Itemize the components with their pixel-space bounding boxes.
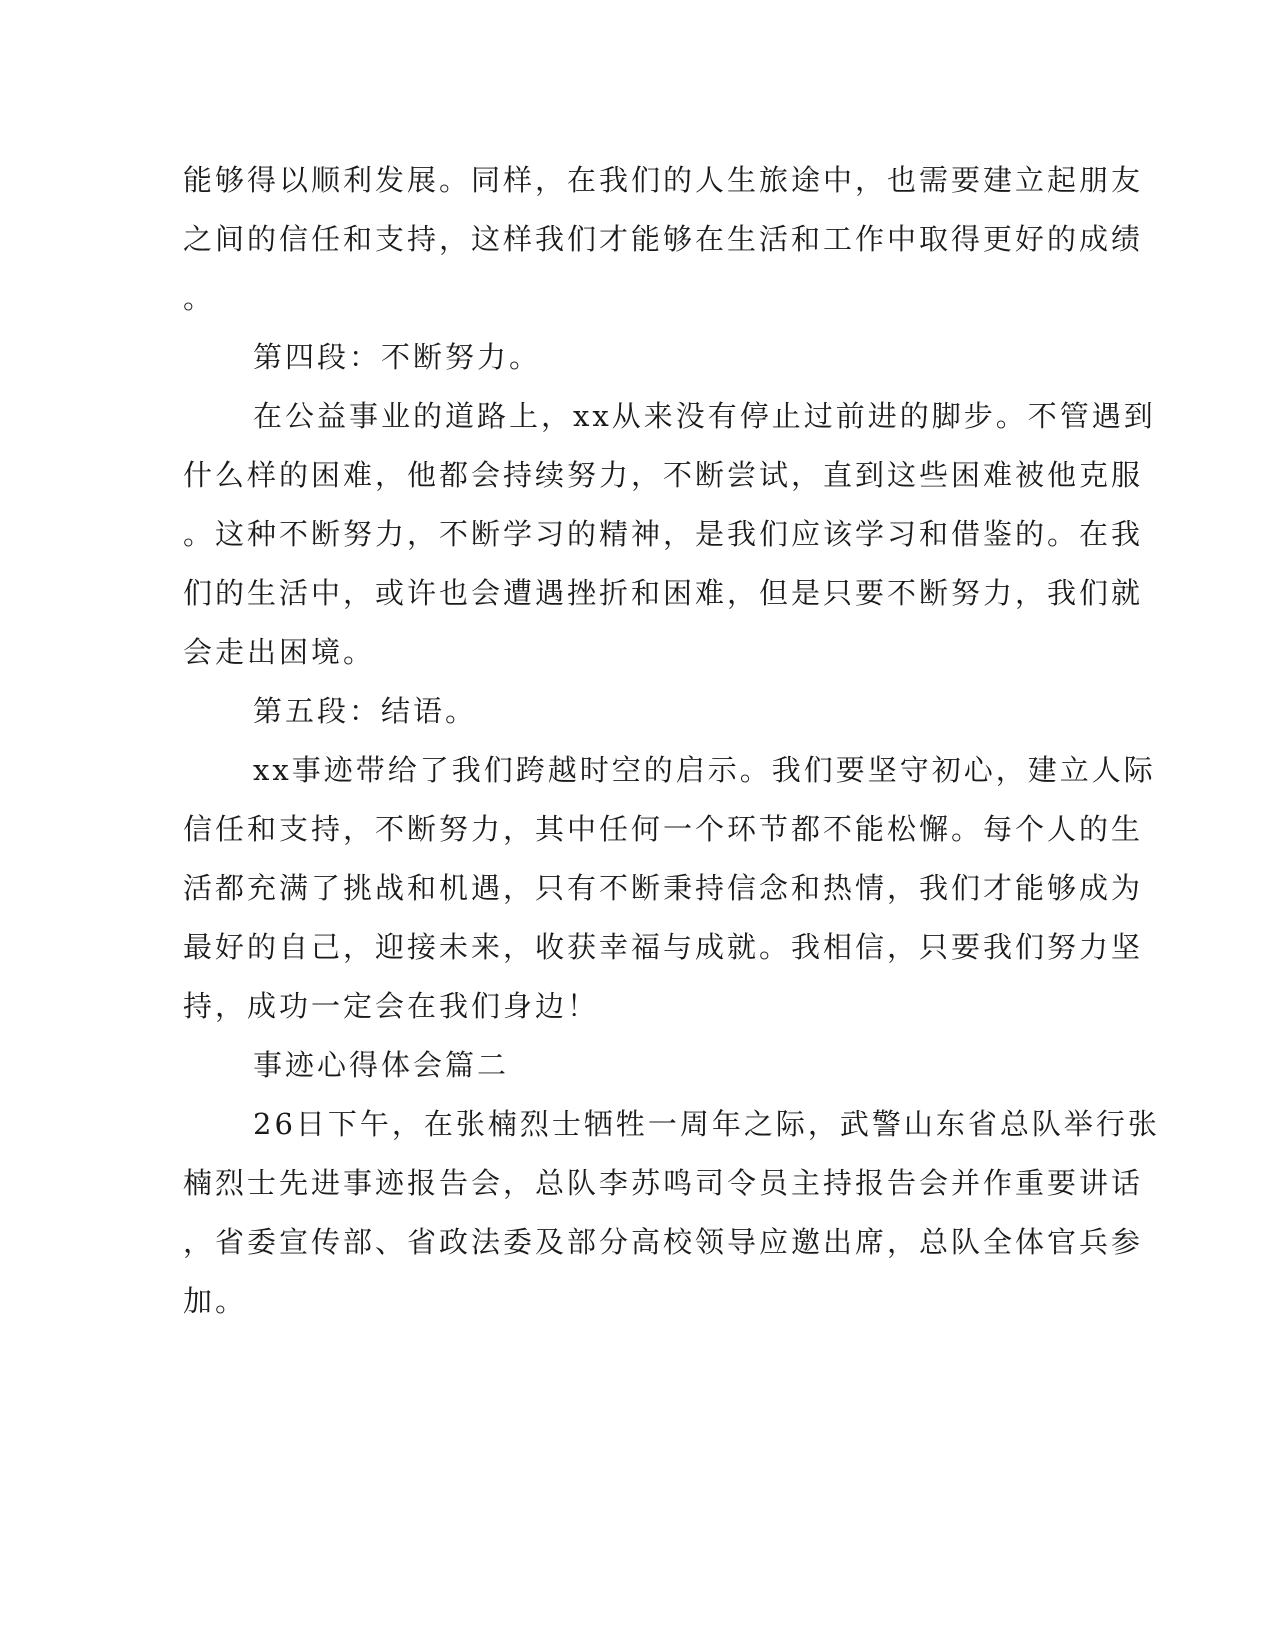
body-text-line: xx事迹带给了我们跨越时空的启示。我们要坚守初心，建立人际 bbox=[253, 753, 1156, 787]
body-text-line: 之间的信任和支持，这样我们才能够在生活和工作中取得更好的成绩 bbox=[183, 222, 1144, 256]
body-text-line: 26日下午，在张楠烈士牺牲一周年之际，武警山东省总队举行张 bbox=[253, 1107, 1160, 1141]
section-heading: 事迹心得体会篇二 bbox=[253, 1048, 510, 1082]
body-text-line: 能够得以顺利发展。同样，在我们的人生旅途中，也需要建立起朋友 bbox=[183, 163, 1144, 197]
body-text-line: 最好的自己，迎接未来，收获幸福与成就。我相信，只要我们努力坚 bbox=[183, 930, 1144, 964]
body-text-line: 会走出困境。 bbox=[183, 635, 376, 669]
body-text-line: 加。 bbox=[183, 1284, 248, 1318]
section-heading: 第五段：结语。 bbox=[253, 694, 478, 728]
body-text-line: ，省委宣传部、省政法委及部分高校领导应邀出席，总队全体官兵参 bbox=[183, 1225, 1144, 1259]
body-text-line: 。这种不断努力，不断学习的精神，是我们应该学习和借鉴的。在我 bbox=[183, 517, 1144, 551]
body-text-line: 信任和支持，不断努力，其中任何一个环节都不能松懈。每个人的生 bbox=[183, 812, 1144, 846]
body-text-line: 活都充满了挑战和机遇，只有不断秉持信念和热情，我们才能够成为 bbox=[183, 871, 1144, 905]
body-text-line: 在公益事业的道路上，xx从来没有停止过前进的脚步。不管遇到 bbox=[253, 399, 1156, 433]
body-text-line: 。 bbox=[183, 281, 216, 315]
body-text-line: 什么样的困难，他都会持续努力，不断尝试，直到这些困难被他克服 bbox=[183, 458, 1144, 492]
body-text-line: 们的生活中，或许也会遭遇挫折和困难，但是只要不断努力，我们就 bbox=[183, 576, 1144, 610]
body-text-line: 持，成功一定会在我们身边！ bbox=[183, 989, 600, 1023]
body-text-line: 楠烈士先进事迹报告会，总队李苏鸣司令员主持报告会并作重要讲话 bbox=[183, 1166, 1144, 1200]
section-heading: 第四段：不断努力。 bbox=[253, 340, 542, 374]
